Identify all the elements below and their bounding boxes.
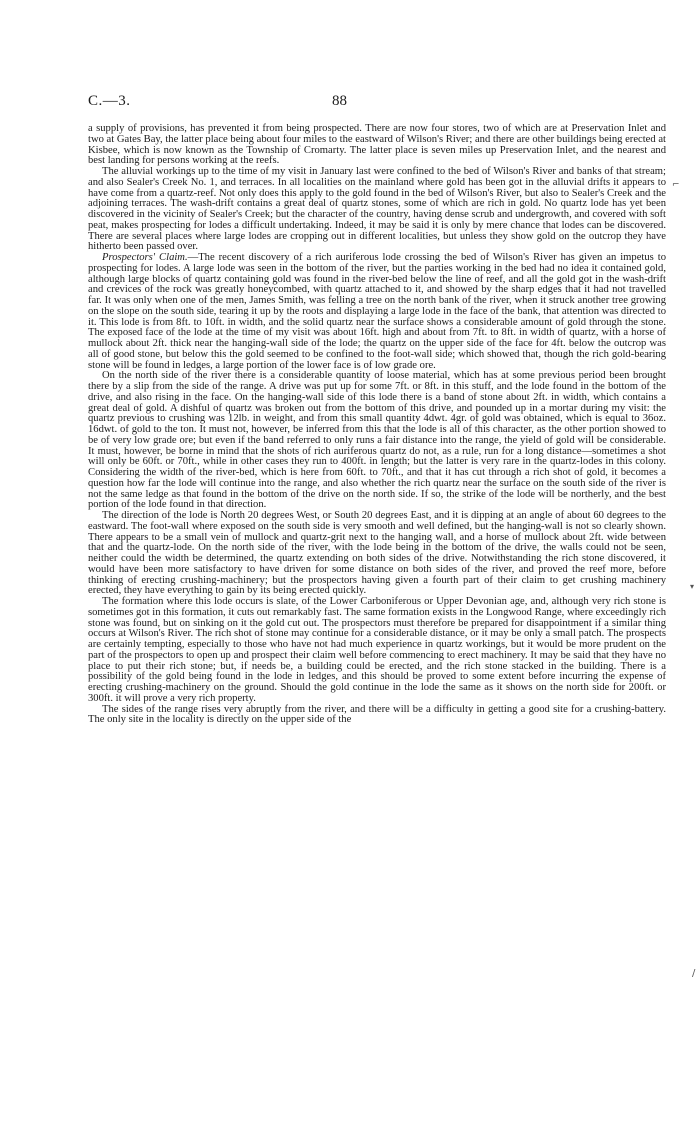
paragraph (88, 511, 666, 597)
section-lead: Prospectors' Claim. (102, 252, 188, 263)
paragraph (88, 167, 666, 253)
body-text (88, 124, 666, 726)
paragraph (88, 705, 666, 727)
document-reference: C.—3. (88, 93, 131, 109)
margin-mark: / (692, 968, 696, 979)
paragraph-text: The formation where this lode occurs is slate, of the Lower Carboniferous or Upper Devonian age, and, although very rich stone is sometimes got in this formation, it cuts out remarkably fast. The same formation exists in the Longwood Range, where exceedingly rich stone was found, but on sinking on it the gold cut out. The prospectors must therefore be prepared for disappointment if a similar thing occurs at Wilson's River. The rich shot of stone may continue for a considerable distance, or it may be only a small patch. The prospects are certainly tempting, especially to those who have not had much experience in quartz workings, but it would be more prudent on the part of the prospectors to open up and prospect their claim well before commencing to erect machinery. It may be said that they have no place to put their rich stone; but, if needs be, a building could be erected, and the rich stone stacked in the building. There is a possibility of the gold being found in the lode in ledges, and this should be proved to some extent before incurring the expense of erecting crushing-machinery on the ground. Should the gold continue in the lode the same as it shows on the north side for 200ft. or 300ft. it will prove a very rich property. (88, 596, 666, 704)
paragraph-text: The alluvial workings up to the time of my visit in January last were confined to the bed of Wilson's River and banks of that stream; and also Sealer's Creek No. 1, and terraces. In all localities on the mainland where gold has been got in the alluvial drifts it appears to have come from a quartz-reef. Not only does this apply to the gold found in the bed of Wilson's River, but also to Sealer's Creek and the adjoining terraces. The wash-drift contains a great deal of quartz stones, some of which are rich in gold. No quartz lode has yet been discovered in the vicinity of Sealer's Creek; but the character of the country, having dense scrub and undergrowth, and covered with soft peat, makes prospecting for lodes a difficult undertaking. Indeed, it may be said it is only by mere chance that lodes can be discovered. There are several places where large lodes are cropping out in different localities, but unless they show gold on the outcrop they have hitherto been passed over. (88, 166, 666, 253)
paragraph (88, 253, 666, 371)
paragraph-text: The direction of the lode is North 20 degrees West, or South 20 degrees East, and it is dipping at an angle of about 60 degrees to the eastward. The foot-wall where exposed on the south side is very smooth and well defined, but the hanging-wall is not so clearly shown. There appears to be a small vein of mullock and quartz-grit next to the hanging wall, and a horse of mullock about 2ft. wide between that and the quartz-lode. On the north side of the river, with the lode being in the bottom of the drive, the walls could not be seen, neither could the width be determined, the quartz extending on both sides of the drive. Notwithstanding the rich stone discovered, it would have been more satisfactory to have driven for some distance on both sides of the river, and proved the reef more, before thinking of erecting crushing-machinery; but the prospectors having given a fourth part of their claim to get crushing machinery erected, they have everything to gain by its being erected quickly. (88, 510, 666, 597)
page-number: 88 (332, 93, 347, 109)
paragraph-text: On the north side of the river there is a considerable quantity of loose material, which has at some previous period been brought there by a slip from the side of the range. A drive was put up for some 7ft. or 8ft. in this stuff, and the lode found in the bottom of the drive, and also rising in the face. On the hanging-wall side of this lode there is a band of stone about 2ft. in width, which contains a great deal of gold. A dishful of quartz was broken out from the bottom of this drive, and pounded up in a mortar during my visit: the quartz previous to crushing was 12lb. in weight, and from this small quantity 4dwt. 4gr. of gold was obtained, which is equal to 36oz. 16dwt. of gold to the ton. It must not, however, be inferred from this that the lode is all of this character, as the other portion showed to be of very low grade ore; but even if the band referred to only runs a fair distance into the range, the yield of gold will be considerable. It must, however, be borne in mind that the shots of rich auriferous quartz do not, as a rule, run for a long distance—sometimes a shot will only be 60ft. or 70ft., while in other cases they run to 400ft. in length; but the latter is very rare in the quartz-lodes in this colony. Considering the width of the river-bed, which is here from 60ft. to 70ft., and that it has cut through a rich shot of gold, it becomes a question how far the lode will continue into the range, and also whether the rich quartz near the surface on the south side of the river is not the same ledge as that found in the bottom of the drive on the north side. If so, the strike of the lode will be northerly, and the best portion of the lode found in that direction. (88, 370, 666, 511)
paragraph (88, 371, 666, 511)
paragraph-text: The sides of the range rises very abruptly from the river, and there will be a difficulty in getting a good site for a crushing-battery. The only site in the locality is directly on the upper side of the (88, 703, 666, 726)
margin-mark: ⌐ (672, 180, 680, 190)
paragraph (88, 124, 666, 167)
paragraph-text: a supply of provisions, has prevented it from being prospected. There are now four stores, two of which are at Preservation Inlet and two at Gates Bay, the latter place being about four miles to the eastward of Wilson's River; and there are other buildings being erected at Kisbee, which is now known as the Township of Cromarty. The latter place is seven miles up Preservation Inlet, and the nearest and best landing for persons working at the reefs. (88, 123, 666, 167)
paragraph (88, 597, 666, 705)
margin-mark: ▾ (690, 582, 695, 591)
paragraph-text: —The recent discovery of a rich auriferous lode crossing the bed of Wilson's River has given an impetus to prospecting for lodes. A large lode was seen in the bottom of the river, but the parties working in the bed had no idea it contained gold, although large blocks of quartz containing gold was found in the river-bed below the line of reef, and all the gold got in the wash-drift and crevices of the rock was greatly honeycombed, with quartz attached to it, and showed by the sharp edges that it had not travelled far. It was only when one of the men, James Smith, was felling a tree on the north bank of the river, when it struck another tree growing on the slope on the south side, tearing it up by the roots and displaying a large lode in the face of the bank, that attention was directed to it. This lode is from 8ft. to 10ft. in width, and the solid quartz near the surface shows a considerable amount of gold through the stone. The exposed face of the lode at the time of my visit was about 16ft. high and about from 7ft. to 8ft. in width of quartz, with a horse of mullock about 2ft. thick near the hanging-wall side of the lode; the quartz on the upper side of the face for 4ft. below the outcrop was all of good stone, but below this the gold seemed to be confined to the foot-wall side; which showed that, though the rich gold-bearing stone will be found in ledges, a large portion of the lower face is of low grade ore. (88, 252, 666, 371)
